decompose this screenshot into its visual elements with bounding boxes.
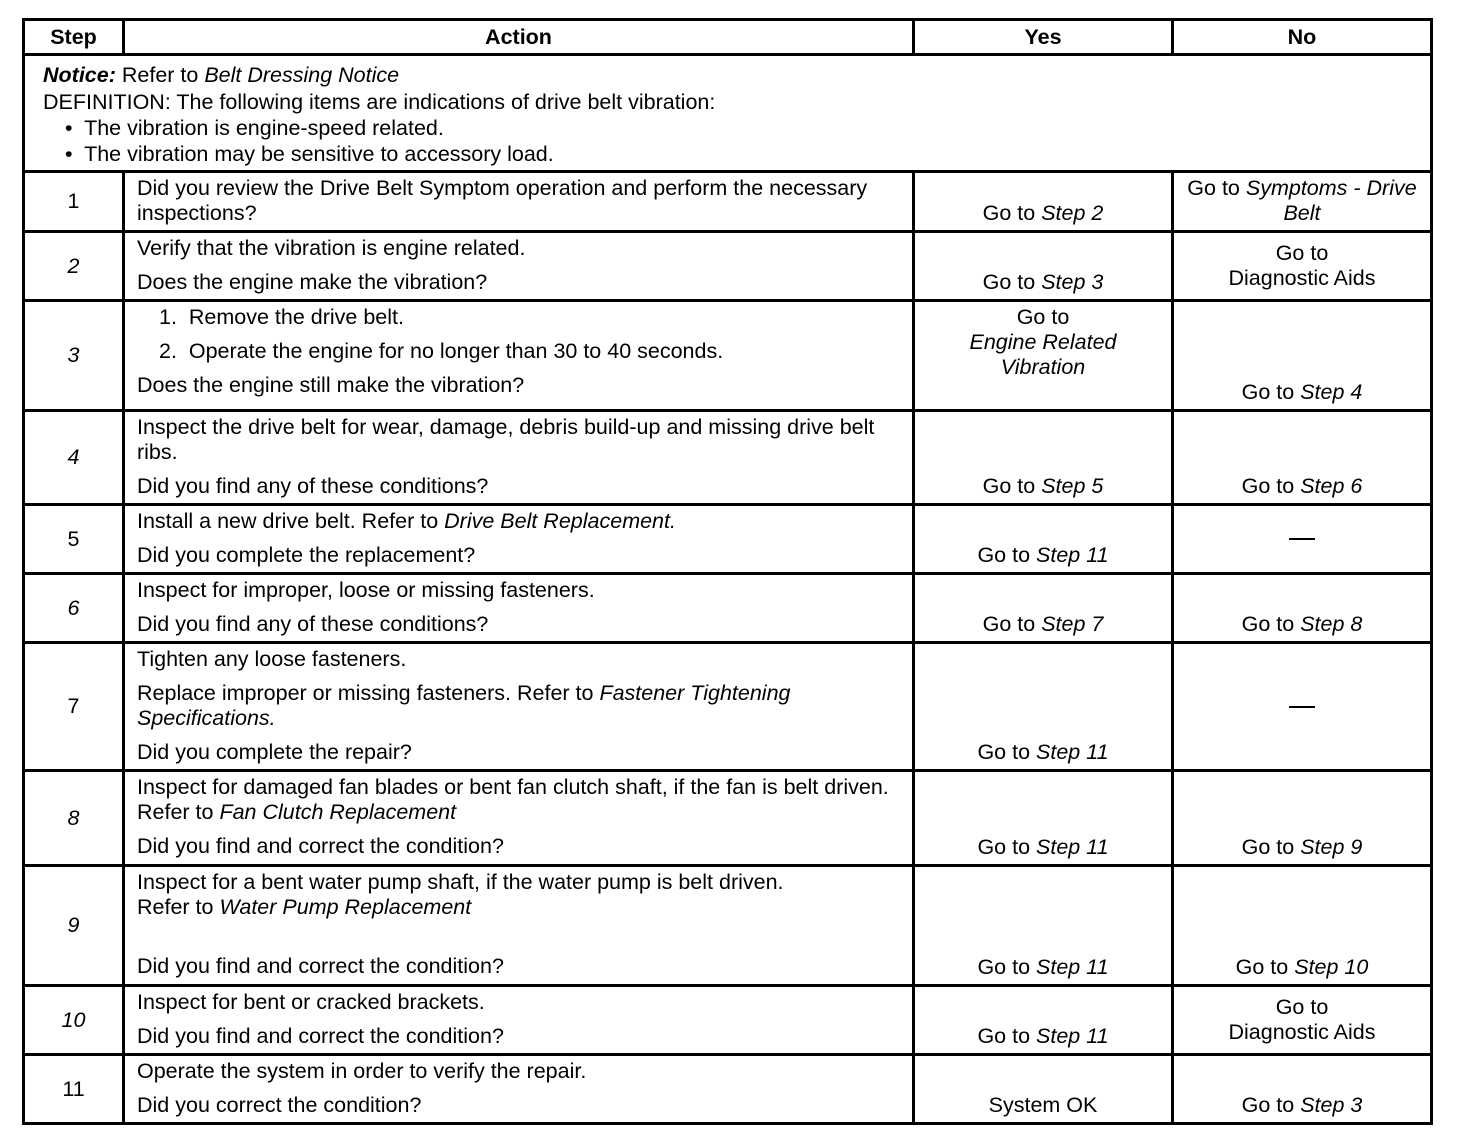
yes-ref: Step 2 [1041, 201, 1104, 225]
action-text: Inspect for bent or cracked brackets. [137, 990, 485, 1014]
go-to-text: Go to [977, 835, 1031, 859]
action-ref: Water Pump Replacement [219, 895, 472, 919]
go-to-text: Go to [1241, 474, 1295, 498]
notice-cell [24, 55, 1432, 172]
yes-ref: Step 11 [1036, 835, 1109, 859]
go-to-text: Go to [1235, 955, 1289, 979]
action-question: Did you find any of these conditions? [137, 474, 489, 498]
header-no: No [1173, 20, 1432, 55]
yes-ref: Engine Related Vibration [969, 330, 1117, 379]
no-cell [1173, 232, 1432, 301]
no-ref: Step 10 [1294, 955, 1369, 979]
table-row [24, 771, 1432, 866]
yes-cell [914, 866, 1173, 986]
action-text: Replace improper or missing fasteners. Refer to [137, 681, 594, 705]
yes-cell [914, 986, 1173, 1055]
notice-label: Notice: [43, 63, 116, 87]
yes-ref: Step 5 [1041, 474, 1104, 498]
action-text-line [137, 509, 902, 534]
action-text: Install a new drive belt. Refer to [137, 509, 439, 533]
action-cell [124, 771, 914, 866]
header-step: Step [24, 20, 124, 55]
table-row [24, 301, 1432, 411]
step-number: 7 [24, 643, 124, 771]
no-ref: Symptoms - Drive Belt [1245, 176, 1417, 225]
bullet-item [43, 115, 1420, 141]
action-cell [124, 172, 914, 232]
go-to-text: Go to [1241, 1093, 1295, 1117]
step-number: 4 [24, 411, 124, 505]
go-to-text: Go to [1241, 380, 1295, 404]
action-question: Did you find and correct the condition? [137, 834, 504, 858]
dash-mark [1289, 538, 1315, 540]
no-cell [1173, 866, 1432, 986]
no-cell [1173, 505, 1432, 574]
notice-text: Refer to [121, 63, 199, 87]
no-cell [1173, 771, 1432, 866]
no-cell [1173, 301, 1432, 411]
action-text: Inspect the drive belt for wear, damage, debris build-up and missing drive belt ribs. [137, 415, 875, 464]
action-step: 1. Remove the drive belt. [159, 305, 404, 329]
bullet-text: The vibration may be sensitive to accessory load. [84, 142, 554, 166]
table-row [24, 574, 1432, 643]
action-question: Did you complete the replacement? [137, 543, 476, 567]
action-text: Operate the system in order to verify the repair. [137, 1059, 587, 1083]
action-cell [124, 232, 914, 301]
step-number: 2 [24, 232, 124, 301]
go-to-text: Go to [982, 201, 1036, 225]
dash-mark [1289, 706, 1315, 708]
step-number: 8 [24, 771, 124, 866]
yes-cell [914, 301, 1173, 411]
action-cell [124, 574, 914, 643]
go-to-text: Go to [1275, 994, 1329, 1019]
no-cell [1173, 986, 1432, 1055]
action-question: Did you complete the repair? [137, 740, 412, 764]
diagnostic-table [22, 18, 1433, 1125]
header-yes: Yes [914, 20, 1173, 55]
no-ref: Diagnostic Aids [1228, 265, 1376, 290]
action-text-line [137, 775, 902, 825]
step-number: 5 [24, 505, 124, 574]
action-text: Did you review the Drive Belt Symptom operation and perform the necessary inspections? [137, 176, 868, 225]
table-row [24, 232, 1432, 301]
go-to-text: Go to [977, 740, 1031, 764]
action-question: Did you find any of these conditions? [137, 612, 489, 636]
bullet-icon: • [65, 142, 73, 166]
no-cell [1173, 1055, 1432, 1124]
notice-link: Belt Dressing Notice [204, 63, 400, 87]
yes-cell [914, 172, 1173, 232]
action-question: Did you find and correct the condition? [137, 1024, 504, 1048]
table-row [24, 643, 1432, 771]
table-row [24, 866, 1432, 986]
yes-cell [914, 771, 1173, 866]
no-cell [1173, 574, 1432, 643]
action-cell [124, 411, 914, 505]
no-cell [1173, 643, 1432, 771]
action-ref: Fan Clutch Replacement [219, 800, 457, 824]
yes-ref: Step 11 [1036, 955, 1109, 979]
no-ref: Step 3 [1300, 1093, 1363, 1117]
action-step: 2. Operate the engine for no longer than 30 to 40 seconds. [159, 339, 724, 363]
yes-ref: Step 11 [1036, 740, 1109, 764]
go-to-text: Go to [982, 270, 1036, 294]
action-text: Verify that the vibration is engine related. [137, 236, 526, 260]
table-row [24, 411, 1432, 505]
action-cell [124, 505, 914, 574]
action-question: Did you find and correct the condition? [137, 954, 504, 978]
yes-ref: System OK [988, 1093, 1098, 1117]
action-text: Inspect for damaged fan blades or bent fan clutch shaft, if the fan is belt driven. Refer to [137, 775, 889, 824]
step-number: 6 [24, 574, 124, 643]
action-question: Does the engine still make the vibration? [137, 373, 525, 397]
go-to-text: Go to [982, 612, 1036, 636]
no-ref: Diagnostic Aids [1228, 1019, 1376, 1044]
step-number: 9 [24, 866, 124, 986]
no-ref: Step 4 [1300, 380, 1363, 404]
definition-text: DEFINITION: The following items are indications of drive belt vibration: [43, 90, 716, 114]
action-cell [124, 301, 914, 411]
no-cell [1173, 172, 1432, 232]
action-cell [124, 866, 914, 986]
yes-cell [914, 574, 1173, 643]
step-number: 3 [24, 301, 124, 411]
bullet-item [43, 141, 1420, 167]
yes-cell [914, 505, 1173, 574]
yes-cell [914, 232, 1173, 301]
go-to-text: Go to [1275, 240, 1329, 265]
bullet-text: The vibration is engine-speed related. [84, 116, 444, 140]
action-question: Does the engine make the vibration? [137, 270, 488, 294]
step-number: 11 [24, 1055, 124, 1124]
action-text: Inspect for a bent water pump shaft, if the water pump is belt driven. [137, 870, 784, 894]
bullet-icon: • [65, 116, 73, 140]
action-ref: Drive Belt Replacement. [444, 509, 676, 533]
action-cell [124, 986, 914, 1055]
yes-cell [914, 1055, 1173, 1124]
no-cell [1173, 411, 1432, 505]
go-to-text: Go to [1187, 176, 1240, 200]
yes-ref: Step 11 [1036, 1024, 1109, 1048]
header-row [24, 20, 1432, 55]
go-to-text: Go to [1241, 835, 1295, 859]
action-cell [124, 1055, 914, 1124]
yes-cell [914, 643, 1173, 771]
no-ref: Step 9 [1300, 835, 1363, 859]
go-to-text: Go to [982, 474, 1036, 498]
go-to-text: Go to [1241, 612, 1295, 636]
action-cell [124, 643, 914, 771]
go-to-text: Go to [1016, 305, 1070, 329]
yes-ref: Step 11 [1036, 543, 1109, 567]
step-number: 1 [24, 172, 124, 232]
yes-cell [914, 411, 1173, 505]
yes-ref: Step 3 [1041, 270, 1104, 294]
go-to-text: Go to [977, 955, 1031, 979]
action-text-line [137, 681, 902, 731]
notice-line [43, 62, 1420, 89]
action-ref: Fastener Tightening Specifications. [137, 681, 791, 730]
action-question: Did you correct the condition? [137, 1093, 422, 1117]
notice-row [24, 55, 1432, 172]
table-row [24, 505, 1432, 574]
yes-ref: Step 7 [1041, 612, 1104, 636]
go-to-text: Go to [977, 1024, 1031, 1048]
action-text: Tighten any loose fasteners. [137, 647, 407, 671]
action-text-line [137, 895, 902, 920]
no-ref: Step 6 [1300, 474, 1363, 498]
no-ref: Step 8 [1300, 612, 1363, 636]
table-row [24, 1055, 1432, 1124]
action-text: Inspect for improper, loose or missing fasteners. [137, 578, 595, 602]
step-number: 10 [24, 986, 124, 1055]
table-row [24, 986, 1432, 1055]
table-row [24, 172, 1432, 232]
header-action: Action [124, 20, 914, 55]
action-text: Refer to [137, 895, 214, 919]
go-to-text: Go to [977, 543, 1031, 567]
